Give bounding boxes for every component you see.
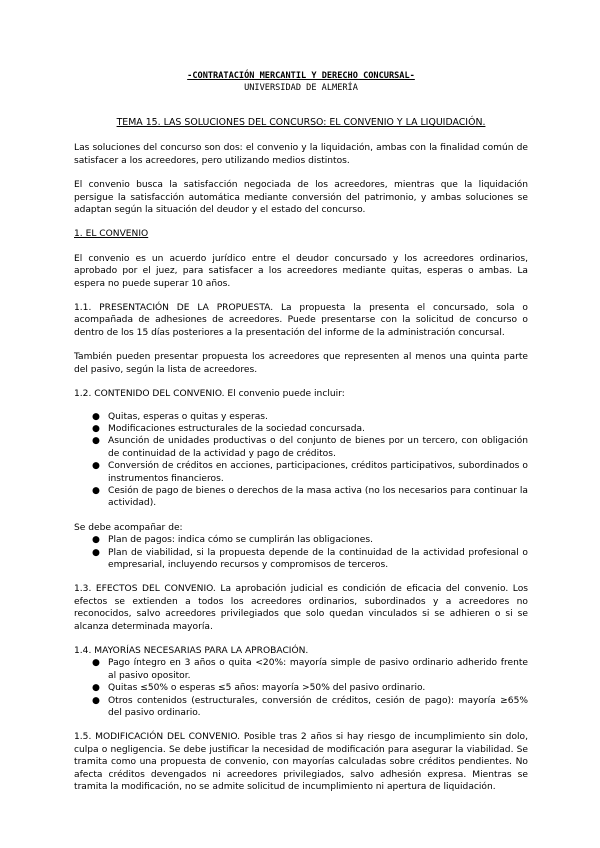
bullet-icon: ● bbox=[92, 695, 100, 706]
list-item: ● Plan de viabilidad, si la propuesta depende de la continuidad de la actividad profesional o empresarial, incluyendo recursos y compromisos de terceros. bbox=[92, 547, 528, 570]
section-1-heading: 1. EL CONVENIO bbox=[74, 229, 149, 240]
bullet-icon: ● bbox=[92, 535, 100, 546]
bullet-icon: ● bbox=[92, 485, 100, 496]
section-1-3-paragraph: 1.3. EFECTOS DEL CONVENIO. La aprobación judicial es condición de eficacia del convenio. Los efectos se extienden a todos los acreedores ordinarios, subordinados y a acreedores no reconocidos, salvo acreedores privilegiados que solo quedan vinculados si se adhieren o si se alcanza determinada mayoría. bbox=[74, 584, 528, 632]
section-1-4-list bbox=[82, 657, 528, 719]
list-item: ● Otros contenidos (estructurales, conversión de créditos, cesión de pago): mayoría ≥65% del pasivo ordinario. bbox=[92, 695, 528, 719]
section-1-5-paragraph: 1.5. MODIFICACIÓN DEL CONVENIO. Posible tras 2 años si hay riesgo de incumplimiento sin dolo, culpa o negligencia. Se debe justificar la necesidad de modificación para asegurar la viabilidad. Se tramita como una propuesta de convenio, con mayorías calculadas sobre créditos pendientes. No afecta créditos devengados ni acreedores privilegiados, salvo adhesión expresa. Mientras se tramita la modificación, no se admite solicitud de incumplimiento ni apertura de liquidación. bbox=[74, 732, 528, 793]
list-item: ● Conversión de créditos en acciones, participaciones, créditos participativos, subordinados o instrumentos financieros. bbox=[92, 461, 528, 484]
bullet-icon: ● bbox=[92, 436, 100, 447]
section-1-1-paragraph-2: También pueden presentar propuesta los acreedores que representen al menos una quinta parte del pasivo, según la lista de acreedores. bbox=[74, 352, 528, 375]
topic-title: TEMA 15. LAS SOLUCIONES DEL CONCURSO: EL CONVENIO Y LA LIQUIDACIÓN. bbox=[116, 117, 486, 128]
section-1-2-subheading: Se debe acompañar de: bbox=[74, 522, 183, 533]
document-page bbox=[74, 70, 528, 793]
list-item: ● Modificaciones estructurales de la sociedad concursada. bbox=[92, 423, 365, 434]
section-1-2-list bbox=[82, 411, 528, 510]
bullet-icon: ● bbox=[92, 683, 100, 694]
list-item: ● Pago íntegro en 3 años o quita <20%: mayoría simple de pasivo ordinario adherido frente al pasivo opositor. bbox=[92, 658, 528, 681]
section-1-paragraph: El convenio es un acuerdo jurídico entre el deudor concursado y los acreedores ordinarios, aprobado por el juez, para satisfacer a los acreedores mediante quitas, esperas o ambas. La espera no puede superar 10 años. bbox=[74, 253, 528, 289]
bullet-icon: ● bbox=[92, 547, 100, 558]
bullet-icon: ● bbox=[92, 461, 100, 472]
intro-paragraph-1: Las soluciones del concurso son dos: el convenio y la liquidación, ambas con la finalidad común de satisfacer a los acreedores, pero utilizando medios distintos. bbox=[74, 143, 528, 166]
intro-paragraph-2: El convenio busca la satisfacción negociada de los acreedores, mientras que la liquidación persigue la satisfacción automática mediante conversión del patrimonio, y ambas soluciones se adaptan según la situación del deudor y el estado del concurso. bbox=[74, 180, 528, 216]
list-item: ● Cesión de pago de bienes o derechos de la masa activa (no los necesarios para continuar la actividad). bbox=[92, 485, 528, 509]
section-1-2-heading: 1.2. CONTENIDO DEL CONVENIO. El convenio puede incluir: bbox=[74, 389, 345, 400]
section-1-4-heading: 1.4. MAYORÍAS NECESARIAS PARA LA APROBACIÓN. bbox=[74, 646, 309, 656]
document-header bbox=[74, 70, 528, 94]
list-item: ● Asunción de unidades productivas o del conjunto de bienes por un tercero, con obligación de continuidad de la actividad y pago de créditos. bbox=[92, 436, 528, 459]
list-item: ● Quitas, esperas o quitas y esperas. bbox=[92, 411, 268, 422]
list-item: ● Quitas ≤50% o esperas ≤5 años: mayoría >50% del pasivo ordinario. bbox=[92, 683, 426, 694]
list-item: ● Plan de pagos: indica cómo se cumplirán las obligaciones. bbox=[92, 535, 373, 546]
course-title: -CONTRATACIÓN MERCANTIL Y DERECHO CONCURSAL- bbox=[187, 71, 415, 81]
university-name: UNIVERSIDAD DE ALMERÍA bbox=[244, 83, 358, 93]
bullet-icon: ● bbox=[92, 658, 100, 669]
bullet-icon: ● bbox=[92, 411, 100, 422]
section-1-1-paragraph: 1.1. PRESENTACIÓN DE LA PROPUESTA. La propuesta la presenta el concursado, sola o acompañada de adhesiones de acreedores. Puede presentarse con la solicitud de concurso o dentro de los 15 días posteriores a la presentación del informe de la administración concursal. bbox=[74, 303, 528, 338]
bullet-icon: ● bbox=[92, 423, 100, 434]
section-1-2-sublist bbox=[82, 534, 528, 571]
